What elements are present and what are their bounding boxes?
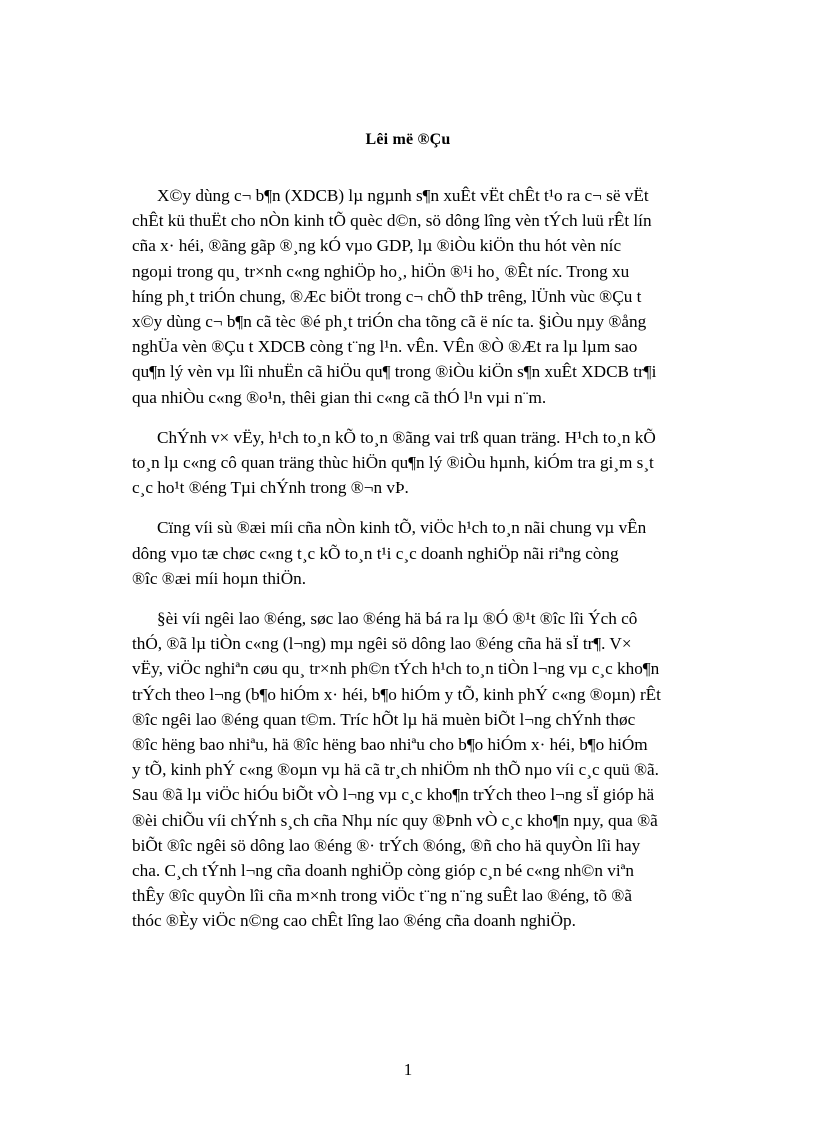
page-title: Lêi më ®Çu	[365, 131, 451, 148]
text-line: §èi víi ngêi lao ®éng, søc lao ®éng hä bá ra lµ ®Ó ®¹t ®îc lîi Ých cô	[157, 609, 638, 629]
paragraph-1	[132, 183, 804, 410]
text-line: Sau ®ã lµ viÖc hiÓu biÕt vÒ l¬ng vµ c¸c kho¶n trÝch theo l¬ng sÏ gióp hä	[132, 785, 655, 805]
text-line: trÝch theo l¬ng (b¶o hiÓm x· héi, b¶o hiÓm y tÕ, kinh phÝ c«ng ®oµn) rÊt	[132, 684, 661, 704]
text-line: x©y dùng c¬ b¶n cã tèc ®é ph¸t triÓn cha tõng cã ë níc ta. §iÒu nµy ®ång	[132, 312, 647, 332]
text-line: qu¶n lý vèn vµ lîi nhuËn cã hiÖu qu¶ trong ®iÒu kiÖn s¶n xuÊt XDCB tr¶i	[132, 362, 657, 382]
text-line: chÊt kü thuËt cho nÒn kinh tÕ quèc d©n, sö dông lîng vèn tÝch luü rÊt lín	[132, 211, 652, 231]
text-line: Cïng víi sù ®æi míi cña nÒn kinh tÕ, viÖc h¹ch to¸n nãi chung vµ vÊn	[157, 518, 647, 538]
paragraph-3	[132, 515, 804, 591]
text-line: dông vµo tæ chøc c«ng t¸c kÕ to¸n t¹i c¸c doanh nghiÖp nãi riªng còng	[132, 543, 619, 563]
page-number: 1	[403, 1060, 413, 1079]
text-line: ®îc ngêi lao ®éng quan t©m. Tríc hÕt lµ hä muèn biÕt l¬ng chÝnh thøc	[132, 709, 636, 729]
text-line: qua nhiÒu c«ng ®o¹n, thêi gian thi c«ng cã thÓ l¹n vµi n¨m.	[132, 387, 547, 407]
text-line: cña x· héi, ®ãng gãp ®¸ng kÓ vµo GDP, lµ ®iÒu kiÖn thu hót vèn níc	[132, 236, 622, 256]
text-line: híng ph¸t triÓn chung, ®Æc biÖt trong c¬ chÕ thÞ trêng, lÜnh vùc ®Çu t	[132, 286, 642, 306]
text-line: to¸n lµ c«ng cô quan träng thùc hiÖn qu¶n lý ®iÒu hµnh, kiÓm tra gi¸m s¸t	[132, 453, 654, 473]
body-text	[132, 183, 804, 949]
text-line: y tÕ, kinh phÝ c«ng ®oµn vµ hä cã tr¸ch nhiÖm nh thÕ nµo víi c¸c quü ®ã.	[132, 760, 659, 780]
paragraph-4	[132, 606, 804, 934]
text-line: c¸c ho¹t ®éng Tµi chÝnh trong ®¬n vÞ.	[132, 478, 409, 498]
text-line: nghÜa vèn ®Çu t XDCB còng t¨ng l¹n. vÊn. VÊn ®Ò ®Æt ra lµ lµm sao	[132, 337, 638, 357]
text-line: ChÝnh v× vËy, h¹ch to¸n kÕ to¸n ®ãng vai trß quan träng. H¹ch to¸n kÕ	[157, 427, 656, 447]
paragraph-2	[132, 425, 804, 501]
text-line: ®îc ®æi míi hoµn thiÖn.	[132, 568, 306, 588]
text-line: ®îc hëng bao nhiªu, hä ®îc hëng bao nhiªu cho b¶o hiÓm x· héi, b¶o hiÓm	[132, 735, 648, 755]
text-line: thóc ®Èy viÖc n©ng cao chÊt lîng lao ®éng cña doanh nghiÖp.	[132, 911, 576, 931]
text-line: X©y dùng c¬ b¶n (XDCB) lµ ngµnh s¶n xuÊt vËt chÊt t¹o ra c¬ së vËt	[157, 186, 649, 205]
text-line: thÊy ®îc quyÒn lîi cña m×nh trong viÖc t¨ng n¨ng suÊt lao ®éng, tõ ®ã	[132, 886, 632, 906]
text-line: thÓ, ®ã lµ tiÒn c«ng (l¬ng) mµ ngêi sö dông lao ®éng cña hä sÏ tr¶. V×	[132, 634, 632, 654]
text-line: vËy, viÖc nghiªn cøu qu¸ tr×nh ph©n tÝch h¹ch to¸n tiÒn l¬ng vµ c¸c kho¶n	[132, 659, 660, 679]
text-line: ngoµi trong qu¸ tr×nh c«ng nghiÖp ho¸, hiÖn ®¹i ho¸ ®Êt níc. Trong xu	[132, 261, 630, 281]
text-line: cha. C¸ch tÝnh l¬ng cña doanh nghiÖp còng gióp c¸n bé c«ng nh©n viªn	[132, 861, 634, 881]
text-line: biÕt ®îc ngêi sö dông lao ®éng ®· trÝch ®óng, ®ñ cho hä quyÒn lîi hay	[132, 835, 641, 855]
text-line: ®èi chiÕu víi chÝnh s¸ch cña Nhµ níc quy ®Þnh vÒ c¸c kho¶n nµy, qua ®ã	[132, 810, 658, 830]
